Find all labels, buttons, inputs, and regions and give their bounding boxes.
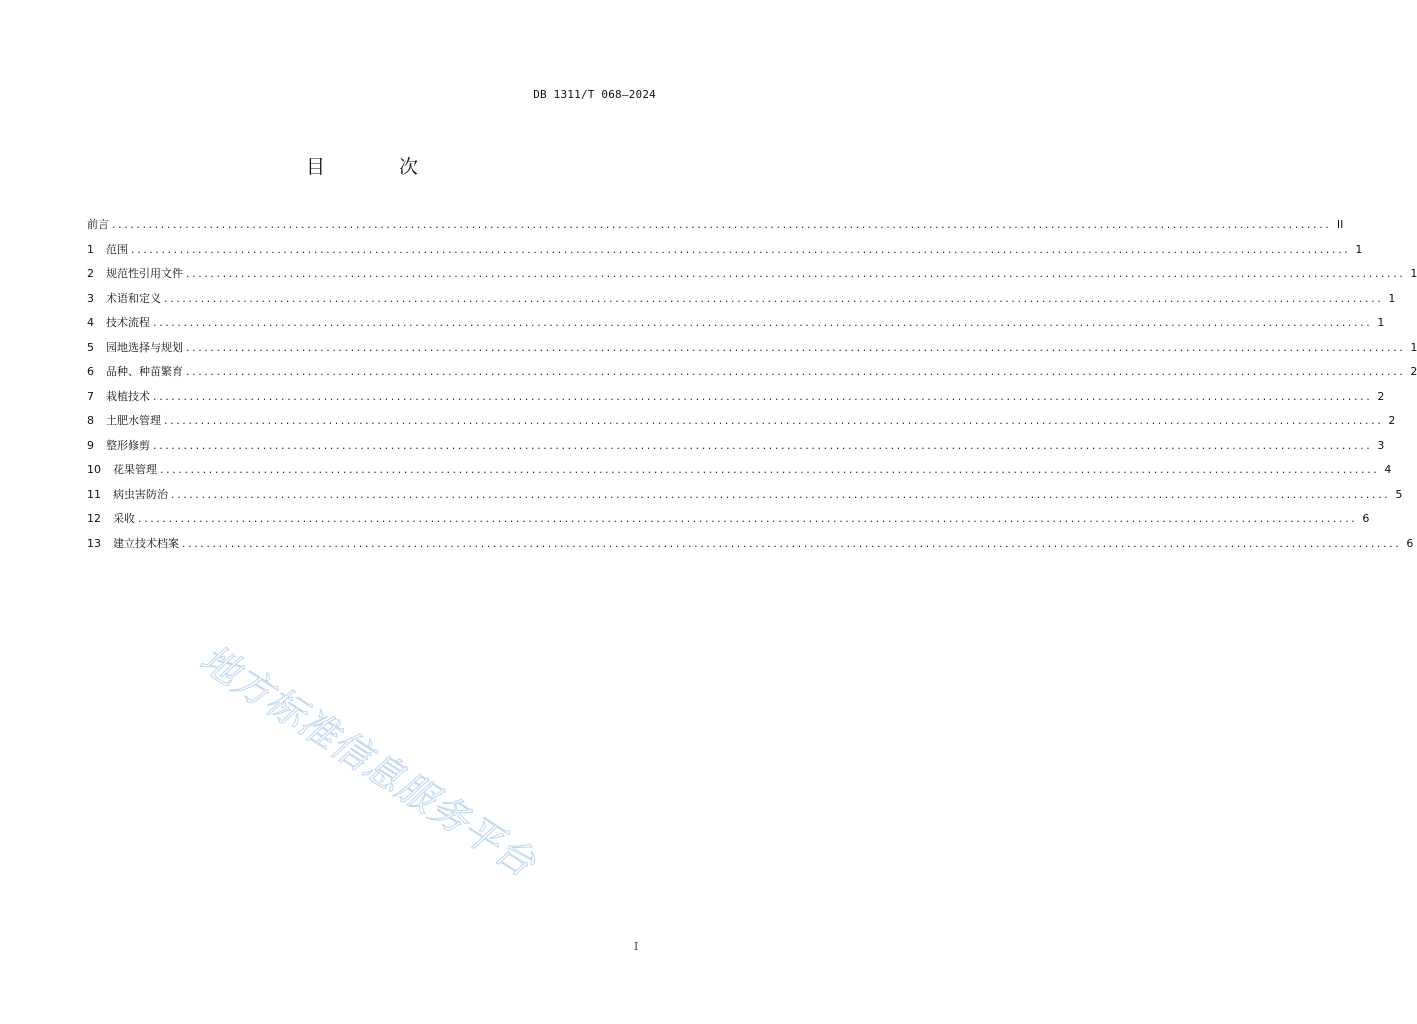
toc-entry-8[interactable] (87, 414, 1396, 439)
toc-entry-page: 4 (1384, 463, 1392, 476)
toc-entry-label: 前言 (87, 218, 109, 231)
toc-entry-label: 品种、种苗繁育 (106, 365, 183, 378)
toc-entry-page: 1 (1410, 340, 1417, 354)
toc-entry-label: 规范性引用文件 (106, 267, 183, 280)
toc-leader-dots: ........................................................................................................................................................................................................ (153, 438, 1373, 452)
toc-entry-page: 1 (1377, 316, 1385, 329)
page-number: I (634, 940, 639, 953)
toc-entry-number: 7 (87, 389, 94, 403)
toc-entry-label: 采收 (113, 512, 135, 525)
toc-entry-foreword[interactable] (87, 218, 1344, 243)
toc-entry-13[interactable] (87, 536, 1414, 562)
toc-entry-number: 3 (87, 291, 94, 305)
toc-leader-dots: ........................................................................................................................................................................................................ (171, 487, 1391, 501)
toc-entry-4[interactable] (87, 316, 1385, 341)
toc-entry-number: 11 (87, 487, 101, 501)
toc-entry-number: 8 (87, 414, 94, 427)
toc-leader-dots: ........................................................................................................................................................................................................ (186, 365, 1406, 378)
toc-leader-dots: ........................................................................................................................................................................................................ (186, 267, 1406, 280)
toc-entry-label: 花果管理 (113, 463, 157, 476)
toc-leader-dots: ........................................................................................................................................................................................................ (160, 463, 1380, 476)
toc-entry-page: 1 (1388, 291, 1396, 305)
toc-entry-9[interactable] (87, 438, 1385, 464)
toc-entry-number: 4 (87, 316, 94, 329)
toc-leader-dots: ........................................................................................................................................................................................................ (164, 291, 1384, 305)
toc-entry-label: 整形修剪 (106, 438, 150, 452)
toc-entry-label: 病虫害防治 (113, 487, 168, 501)
toc-entry-page: 2 (1388, 414, 1396, 427)
toc-leader-dots: ........................................................................................................................................................................................................ (182, 536, 1402, 550)
toc-entry-page: 3 (1377, 438, 1385, 452)
toc-entry-page: II (1336, 218, 1344, 231)
toc-entry-5[interactable] (87, 340, 1417, 366)
toc-leader-dots: ........................................................................................................................................................................................................ (131, 242, 1351, 256)
toc-entry-number: 2 (87, 267, 94, 280)
toc-leader-dots: ........................................................................................................................................................................................................ (164, 414, 1384, 427)
standard-code: DB 1311/T 068—2024 (533, 88, 656, 101)
toc-leader-dots: ........................................................................................................................................................................................................ (153, 389, 1373, 403)
toc-entry-page: 1 (1410, 267, 1417, 280)
toc-entry-7[interactable] (87, 389, 1385, 415)
toc-entry-label: 建立技术档案 (113, 536, 179, 550)
toc-entry-label: 范围 (106, 242, 128, 256)
toc-leader-dots: ........................................................................................................................................................................................................ (153, 316, 1373, 329)
toc-entry-page: 2 (1377, 389, 1385, 403)
toc-entry-number: 13 (87, 536, 101, 550)
toc-entry-label: 术语和定义 (106, 291, 161, 305)
toc-entry-11[interactable] (87, 487, 1403, 513)
toc-entry-label: 栽植技术 (106, 389, 150, 403)
toc-entry-page: 2 (1410, 365, 1417, 378)
toc-entry-number: 10 (87, 463, 101, 476)
toc-entry-number: 5 (87, 340, 94, 354)
toc-entry-label: 园地选择与规划 (106, 340, 183, 354)
toc-entry-label: 土肥水管理 (106, 414, 161, 427)
toc-list (87, 218, 1417, 561)
toc-title: 目 次 (305, 156, 453, 178)
toc-entry-page: 6 (1362, 512, 1370, 525)
toc-entry-1[interactable] (87, 242, 1363, 268)
toc-entry-page: 1 (1355, 242, 1363, 256)
toc-entry-10[interactable] (87, 463, 1392, 488)
toc-entry-6[interactable] (87, 365, 1417, 390)
watermark: 地方标准信息服务平台 (192, 636, 544, 886)
toc-entry-number: 12 (87, 512, 101, 525)
toc-entry-2[interactable] (87, 267, 1417, 292)
toc-entry-label: 技术流程 (106, 316, 150, 329)
toc-entry-page: 6 (1406, 536, 1414, 550)
toc-entry-number: 1 (87, 242, 94, 256)
toc-entry-12[interactable] (87, 512, 1370, 537)
toc-entry-number: 6 (87, 365, 94, 378)
toc-leader-dots: ........................................................................................................................................................................................................ (112, 218, 1332, 231)
toc-entry-number: 9 (87, 438, 94, 452)
toc-leader-dots: ........................................................................................................................................................................................................ (186, 340, 1406, 354)
toc-entry-3[interactable] (87, 291, 1396, 317)
toc-leader-dots: ........................................................................................................................................................................................................ (138, 512, 1358, 525)
toc-entry-page: 5 (1395, 487, 1403, 501)
